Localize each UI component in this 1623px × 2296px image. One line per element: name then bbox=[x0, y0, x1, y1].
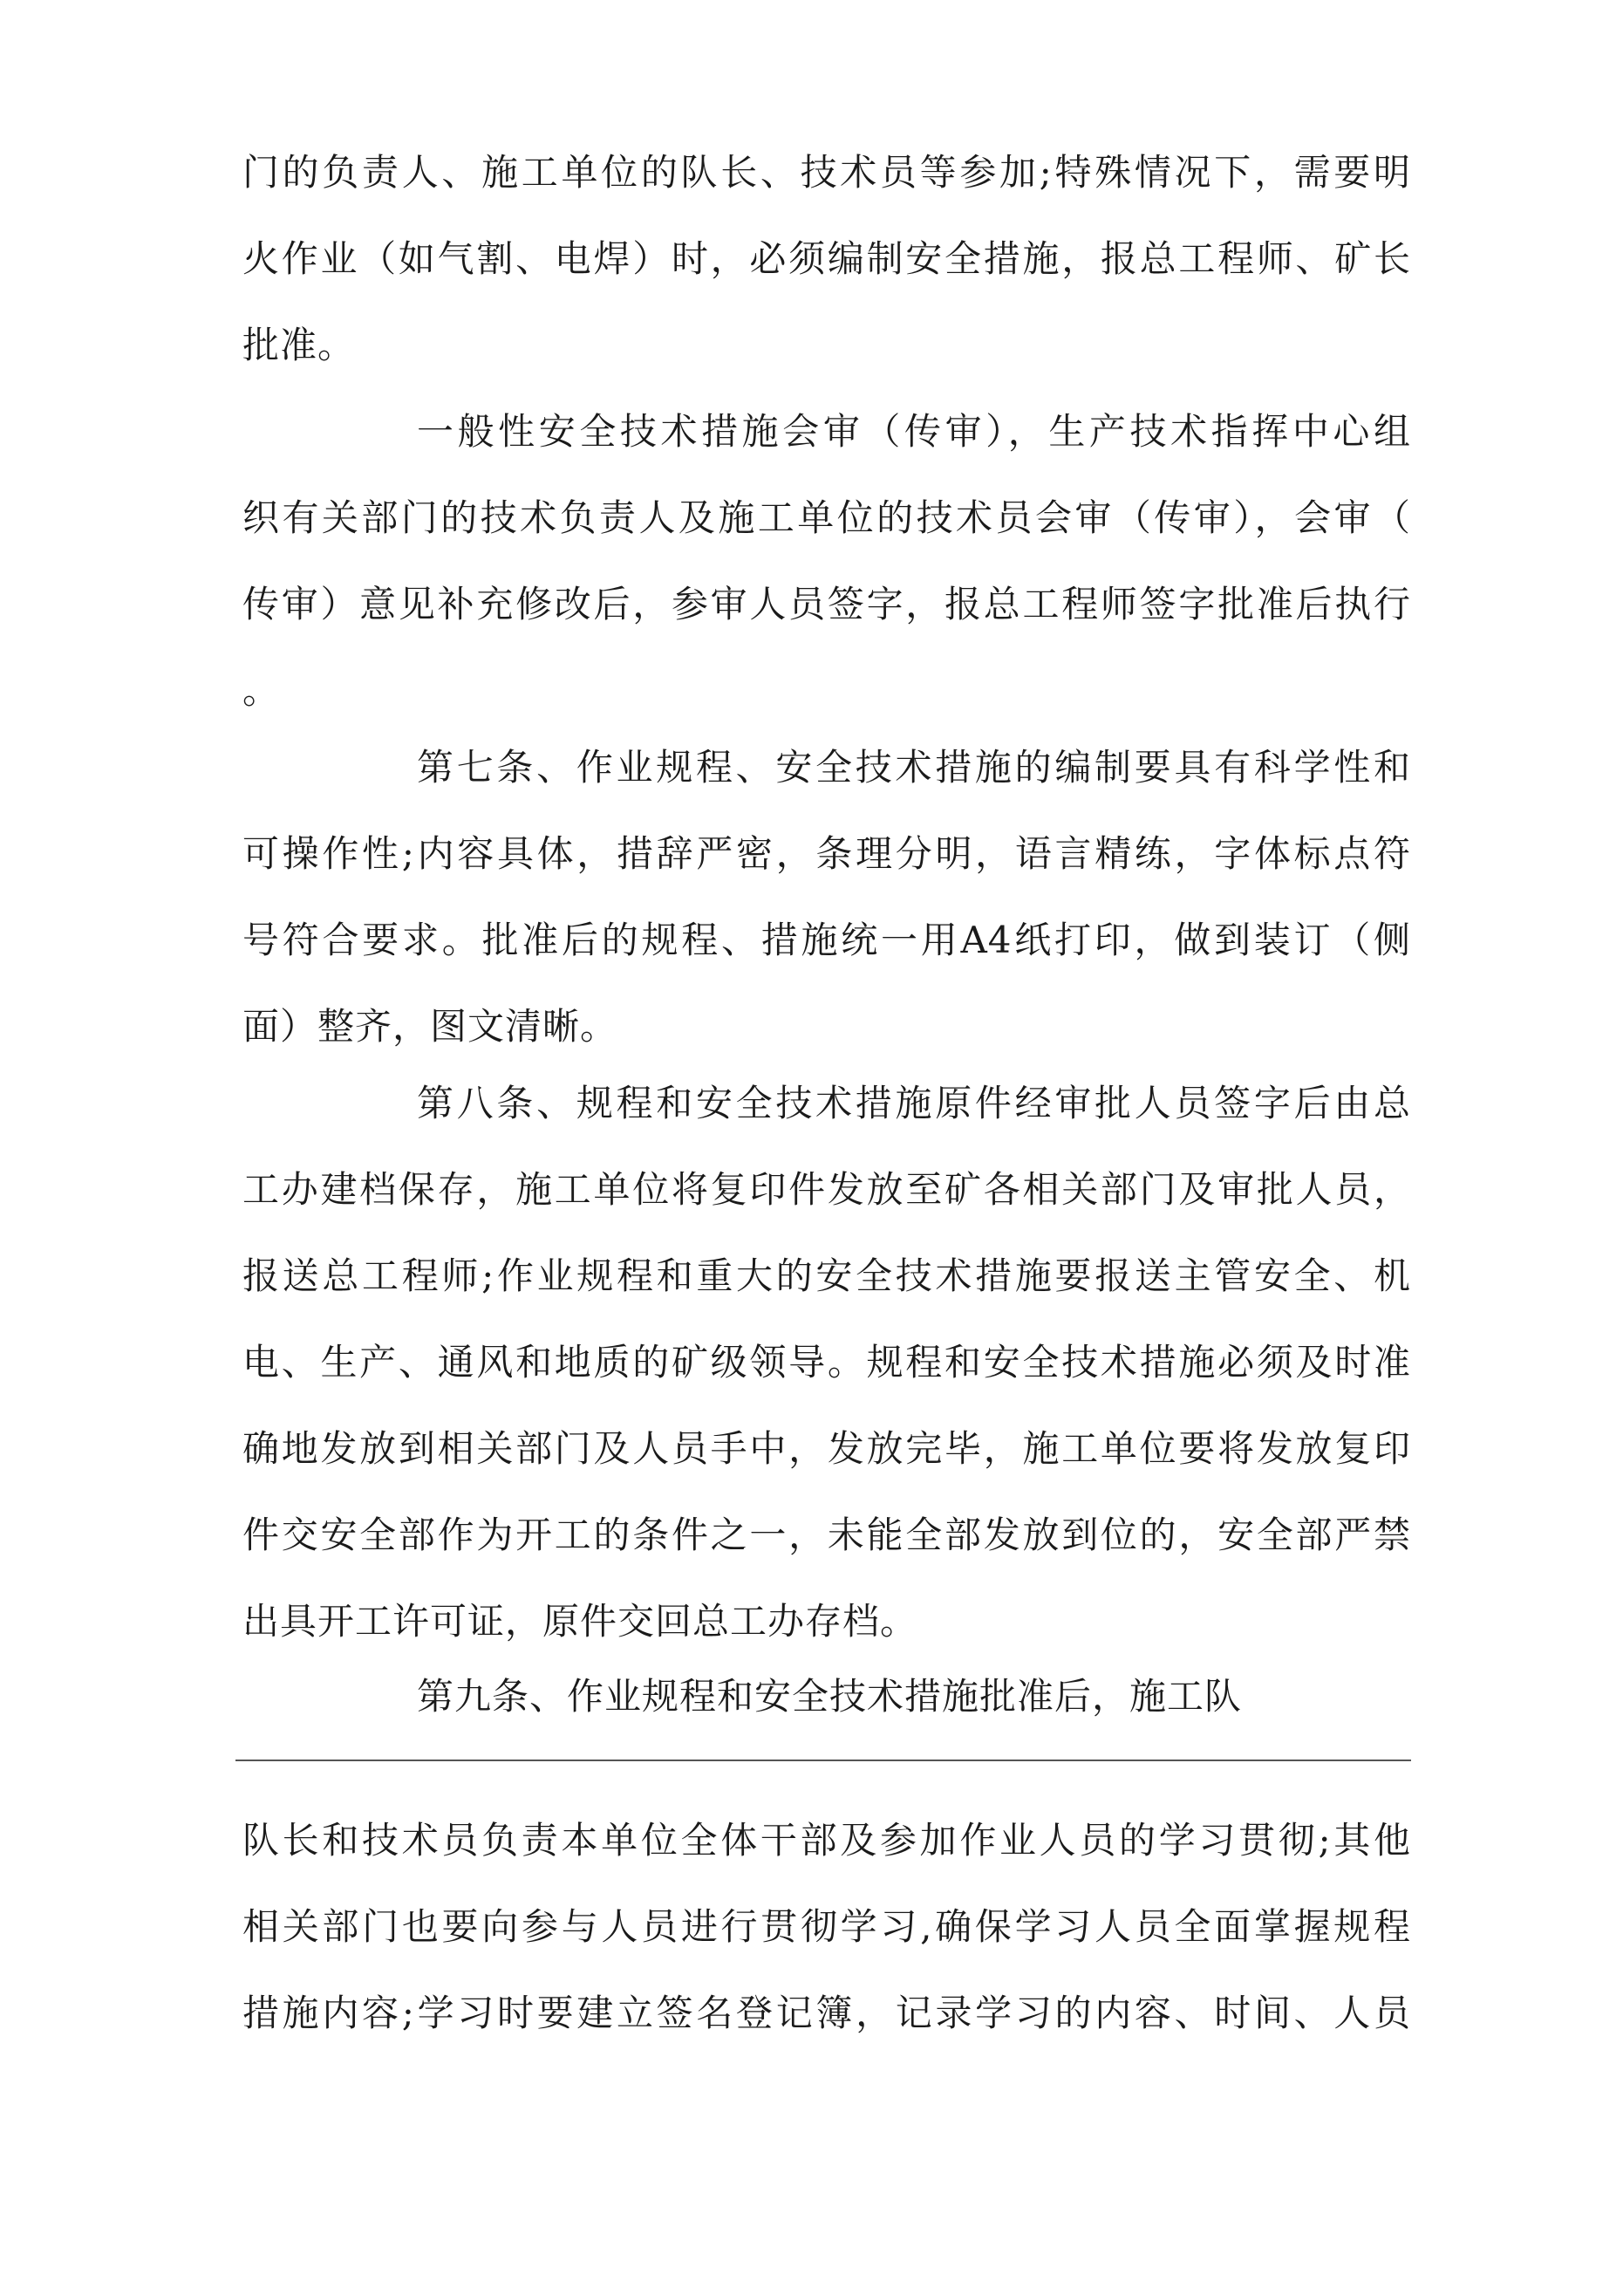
text-line: 报送总工程师;作业规程和重大的安全技术措施要报送主管安全、机 bbox=[242, 1254, 1411, 1297]
text-line: 队长和技术员负责本单位全体干部及参加作业人员的学习贯彻;其他 bbox=[242, 1819, 1411, 1862]
text-line: 确地发放到相关部门及人员手中，发放完毕，施工单位要将发放复印 bbox=[242, 1427, 1411, 1470]
text-line: 号符合要求。批准后的规程、措施统一用A4纸打印，做到装订（侧 bbox=[242, 919, 1411, 961]
text-line: 。 bbox=[242, 669, 281, 712]
text-line: 面）整齐，图文清晰。 bbox=[242, 1005, 618, 1048]
text-line: 件交安全部作为开工的条件之一，未能全部发放到位的，安全部严禁 bbox=[242, 1514, 1411, 1556]
text-line: 措施内容;学习时要建立签名登记簿，记录学习的内容、时间、人员 bbox=[242, 1992, 1411, 2034]
text-line: 工办建档保存，施工单位将复印件发放至矿各相关部门及审批人员， bbox=[242, 1168, 1411, 1211]
text-line: 电、生产、通风和地质的矿级领导。规程和安全技术措施必须及时准 bbox=[242, 1341, 1411, 1384]
page-divider bbox=[235, 1760, 1411, 1761]
text-line: 第七条、作业规程、安全技术措施的编制要具有科学性和 bbox=[417, 746, 1411, 789]
text-line: 门的负责人、施工单位的队长、技术员等参加;特殊情况下，需要明 bbox=[242, 151, 1411, 194]
text-line: 一般性安全技术措施会审（传审），生产技术指挥中心组 bbox=[417, 410, 1411, 453]
text-line: 出具开工许可证，原件交回总工办存档。 bbox=[242, 1600, 918, 1643]
text-line: 相关部门也要向参与人员进行贯彻学习,确保学习人员全面掌握规程 bbox=[242, 1905, 1411, 1948]
text-line: 传审）意见补充修改后，参审人员签字，报总工程师签字批准后执行 bbox=[242, 583, 1411, 625]
text-line: 火作业（如气割、电焊）时，必须编制安全措施，报总工程师、矿长 bbox=[242, 237, 1411, 280]
text-line: 织有关部门的技术负责人及施工单位的技术员会审（传审），会审（ bbox=[242, 496, 1411, 539]
text-line: 可操作性;内容具体，措辞严密，条理分明，语言精练，字体标点符 bbox=[242, 832, 1411, 875]
text-line: 第八条、规程和安全技术措施原件经审批人员签字后由总 bbox=[417, 1082, 1411, 1124]
text-line: 批准。 bbox=[242, 324, 356, 366]
text-line: 第九条、作业规程和安全技术措施批准后，施工队 bbox=[417, 1675, 1243, 1718]
